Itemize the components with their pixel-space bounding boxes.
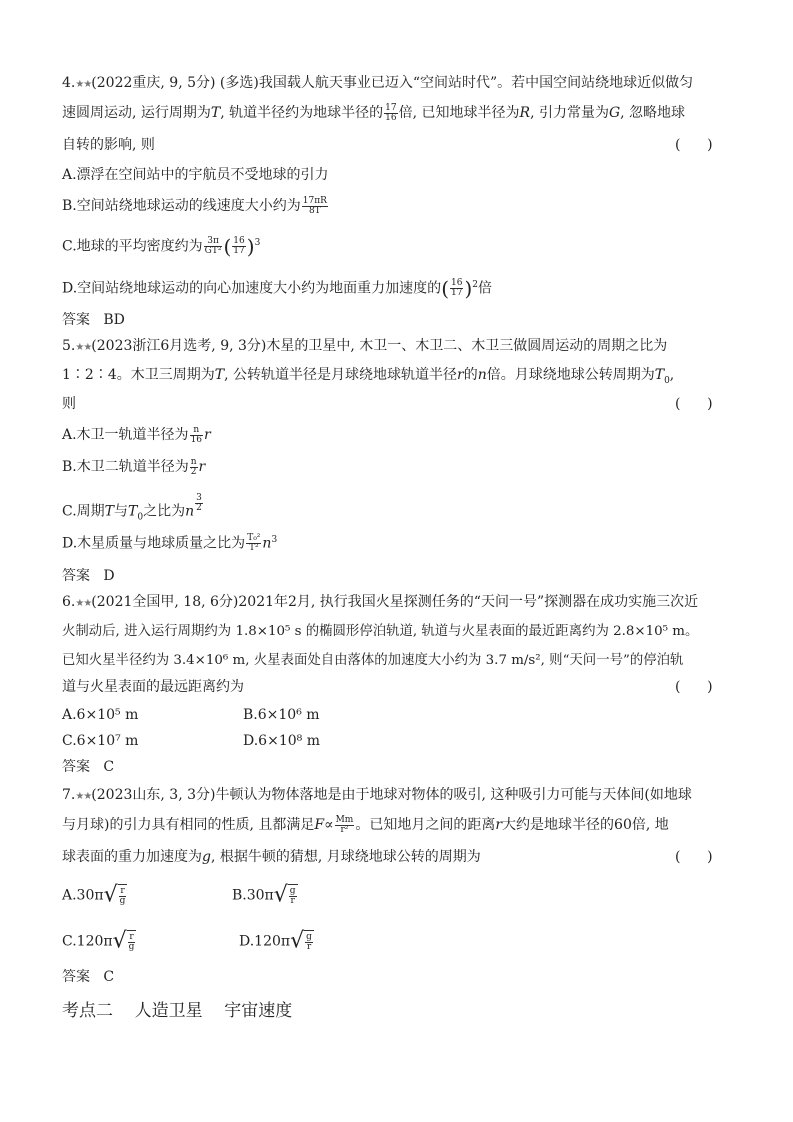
q5-line-1: 5.★★(2023浙江6月选考, 9, 3分)木星的卫星中, 木卫一、木卫二、木卫三做圆周运动的周期之比为: [62, 338, 668, 354]
q4-option-c: C.地球的平均密度约为 $\frac{3\pi}{\text{GT²}}$ ( $\frac{16}{17}$ )$^3$: [62, 234, 261, 259]
q7-option-b: B.30π√ $\frac{g}{r}$: [232, 882, 296, 908]
q6-answer-blank: ( ): [675, 679, 713, 695]
q6-line-3: 已知火星半径约为 3.4×10⁶ m, 火星表面处自由落体的加速度大小约为 3.7 m/s², 则“天问一号”的停泊轨: [62, 653, 684, 668]
q6-option-c: C.6×10⁷ m: [62, 733, 139, 749]
difficulty-stars-icon: ★★: [75, 342, 92, 353]
q6-option-b: B.6×10⁶ m: [243, 707, 320, 723]
q6-line-2: 火制动后, 进入运行周期约为 1.8×10⁵ s 的椭圆形停泊轨道, 轨道与火星表面的最近距离约为 2.8×10⁵ m。: [62, 624, 699, 639]
q5-answer-blank: ( ): [675, 396, 713, 412]
q7-option-d: D.120π√ $\frac{g}{r}$: [239, 928, 312, 954]
q4-answer: 答案 BD: [62, 312, 125, 328]
difficulty-stars-icon: ★★: [75, 598, 92, 609]
q7-option-a: A.30π√ $\frac{r}{g}$: [62, 882, 126, 908]
q4-line-1: [62, 72, 693, 94]
q5-option-c: C.周期T与$T_0$之比为n $^{\frac{3}{2}}$: [62, 493, 202, 523]
q4-option-a: A.漂浮在空间站中的宇航员不受地球的引力: [62, 167, 329, 183]
q5-option-a: A.木卫一轨道半径为 $\frac{n}{16}$ r: [62, 424, 211, 445]
q6-line-4: 道与火星表面的最远距离约为: [62, 679, 244, 695]
q4-text-1: 我国载人航天事业已迈入“空间站时代”。若中国空间站绕地球近似做匀: [258, 75, 694, 91]
q5-line-3: 则: [62, 396, 76, 412]
q4-line-2: 速圆周运动, 运行周期为T, 轨道半径约为地球半径的 $\frac{17}{16}$ 倍, 已知地球半径为R, 引力常量为G, 忽略地球: [62, 102, 686, 123]
q6-option-a: A.6×10⁵ m: [62, 707, 139, 723]
difficulty-stars-icon: ★★: [75, 79, 92, 90]
q6-answer: 答案 C: [62, 759, 115, 775]
fraction-17-16: $\frac{17}{16}$: [385, 102, 397, 123]
q5-option-b: B.木卫二轨道半径为 $\frac{n}{2}$ r: [62, 456, 206, 477]
section-heading: 考点二 人造卫星 宇宙速度: [62, 1001, 293, 1021]
q7-answer: 答案 C: [62, 969, 115, 985]
q4-option-d: D.空间站绕地球运动的向心加速度大小约为地面重力加速度的( $\frac{16}{17}$ )$^2$倍: [62, 276, 492, 301]
q7-line-1: 7.★★(2023山东, 3, 3分)牛顿认为物体落地是由于地球对物体的吸引, 这种吸引力可能与天体间(如地球: [62, 787, 692, 803]
q4-number: 4.: [62, 75, 76, 91]
difficulty-stars-icon: ★★: [75, 791, 92, 802]
q7-line-2: 与月球)的引力具有相同的性质, 且都满足F∝ $\frac{Mm}{\text{r²}}$ 。已知地月之间的距离r大约是地球半径的60倍, 地: [62, 814, 669, 835]
q6-line-1: 6.★★(2021全国甲, 18, 6分)2021年2月, 执行我国火星探测任务的“天问一号”探测器在成功实施三次近: [62, 594, 699, 610]
q5-option-d: D.木星质量与地球质量之比为 $\frac{\text{T₀²}}{\text{T²}}$ $n^3$: [62, 533, 278, 554]
q7-line-3: 球表面的重力加速度为g, 根据牛顿的猜想, 月球绕地球公转的周期为: [62, 849, 481, 865]
q7-option-c: C.120π√ $\frac{r}{g}$: [62, 928, 135, 954]
q5-answer: 答案 D: [62, 568, 115, 584]
q5-line-2: 1∶2∶4。木卫三周期为T, 公转轨道半径是月球绕地球轨道半径r的n倍。月球绕地球公转周期为$T_0$,: [62, 367, 675, 386]
q6-option-d: D.6×10⁸ m: [243, 733, 320, 749]
q4-option-b: B.空间站绕地球运动的线速度大小约为 $\frac{17\pi R}{8T}$: [62, 195, 327, 216]
q4-line-3: 自转的影响, 则: [62, 137, 155, 153]
q7-answer-blank: ( ): [675, 849, 713, 865]
q4-source: (2022重庆, 9, 5分) (多选): [91, 75, 259, 91]
q4-answer-blank: ( ): [675, 137, 713, 153]
